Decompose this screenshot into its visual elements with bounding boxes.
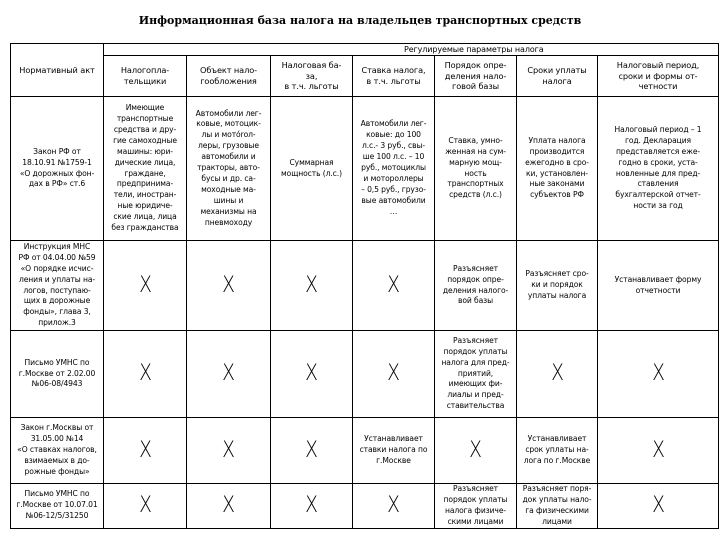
table-row [11, 484, 719, 529]
header-taxpayers: Налогопла- тельщики [104, 56, 187, 97]
parameter-cell: Устанавливает срок уплаты на- лога по г.Москве [517, 418, 598, 484]
not-applicable-cell [104, 484, 187, 529]
x-mark: X [305, 492, 318, 518]
not-applicable-cell [598, 331, 719, 418]
parameter-cell: Устанавливает форму отчетности [598, 241, 719, 331]
not-applicable-cell [271, 241, 353, 331]
not-applicable-cell [598, 418, 719, 484]
x-mark: X [138, 437, 152, 463]
x-mark: X [305, 437, 318, 463]
header-tax-rate: Ставка налога, в т.ч. льготы [353, 56, 435, 97]
not-applicable-cell [598, 484, 719, 529]
x-mark: X [387, 272, 400, 298]
normative-act-cell: Письмо УМНС по г.Москве от 2.02.00 №06-08/4943 [11, 331, 104, 418]
parameter-cell: Уплата налога производится ежегодно в сро- ки, установлен- ные законами субъектов РФ [517, 97, 598, 241]
not-applicable-cell [187, 331, 271, 418]
not-applicable-cell [517, 331, 598, 418]
not-applicable-cell [353, 331, 435, 418]
not-applicable-cell [187, 418, 271, 484]
x-mark: X [305, 272, 318, 298]
x-mark: X [305, 361, 318, 386]
not-applicable-cell [271, 331, 353, 418]
parameter-cell: Устанавливает ставки налога по г.Москве [353, 418, 435, 484]
parameter-cell: Разъясняет порядок уплаты налога физиче- скими лицами [435, 484, 517, 529]
parameter-cell: Суммарная мощность (л.с.) [271, 97, 353, 241]
parameter-cell: Разъясняет порядок уплаты налога для пред- приятий, имеющих фи- лиалы и пред- ставительства [435, 331, 517, 418]
x-mark: X [651, 437, 665, 463]
x-mark: X [138, 272, 152, 298]
parameter-cell: Разъясняет поря- док уплаты нало- га физическими лицами [517, 484, 598, 529]
normative-act-cell: Письмо УМНС по г.Москве от 10.07.01 №06-12/5/31250 [11, 484, 104, 529]
table-row [11, 97, 719, 241]
x-mark: X [651, 492, 665, 518]
not-applicable-cell [353, 241, 435, 331]
not-applicable-cell [271, 418, 353, 484]
parameter-cell: Разъясняет порядок опре- деления налого- вой базы [435, 241, 517, 331]
document-title: Информационная база налога на владельцев транспортных средств [138, 14, 582, 27]
x-mark: X [651, 361, 665, 386]
parameter-cell: Налоговый период – 1 год. Декларация представляется еже- годно в сроки, уста- новленные для пред- ставления бухгалтерской отчет- ности за год [598, 97, 719, 241]
x-mark: X [138, 492, 152, 518]
header-reporting-period: Налоговый период, сроки и формы от- четности [598, 56, 719, 97]
header-normative-act: Нормативный акт [11, 44, 104, 97]
x-mark: X [222, 361, 235, 386]
header-base-determination: Порядок опре- деления нало- говой базы [435, 56, 517, 97]
x-mark: X [469, 437, 482, 463]
parameter-cell: Разъясняет сро- ки и порядок уплаты налога [517, 241, 598, 331]
header-tax-base: Налоговая ба- за, в т.ч. льготы [271, 56, 353, 97]
parameter-cell: Автомобили лег- ковые, мотоцик- лы и мотórол- леры, грузовые автомобили и тракторы, авто- бусы и др. са- моходные ма- шины и механизмы на пневмоходу [187, 97, 271, 241]
x-mark: X [387, 492, 400, 518]
x-mark: X [138, 361, 152, 386]
header-tax-object: Объект нало- гообложения [187, 56, 271, 97]
not-applicable-cell [104, 331, 187, 418]
table-row [11, 241, 719, 331]
header-payment-terms: Сроки уплаты налога [517, 56, 598, 97]
not-applicable-cell [104, 418, 187, 484]
not-applicable-cell [353, 484, 435, 529]
parameter-cell: Ставка, умно- женная на сум- марную мощ- ность транспортных средств (л.с.) [435, 97, 517, 241]
normative-act-cell: Закон г.Москвы от 31.05.00 №14 «О ставках налогов, взимаемых в до- рожные фонды» [11, 418, 104, 484]
not-applicable-cell [187, 241, 271, 331]
x-mark: X [222, 437, 235, 463]
not-applicable-cell [187, 484, 271, 529]
table-row [11, 418, 719, 484]
x-mark: X [222, 272, 235, 298]
x-mark: X [222, 492, 235, 518]
normative-act-cell: Закон РФ от 18.10.91 №1759-1 «О дорожных фон- дах в РФ» ст.6 [11, 97, 104, 241]
normative-act-cell: Инструкция МНС РФ от 04.04.00 №59 «О порядке исчис- ления и уплаты на- логов, поступаю- щих в дорожные фонды», глава 3, прилож.3 [11, 241, 104, 331]
table-row [11, 331, 719, 418]
header-regulated-parameters: Регулируемые параметры налога [104, 44, 719, 56]
parameter-cell: Имеющие транспортные средства и дру- гие самоходные машины: юри- дические лица, граждане, предпринима- тели, иностран- ные юридиче- ские лица, лица без гражданства [104, 97, 187, 241]
parameter-cell: Автомобили лег- ковые: до 100 л.с.- 3 руб., свы- ше 100 л.с. – 10 руб., мотоциклы и мотороллеры – 0,5 руб., грузо- вые автомобили … [353, 97, 435, 241]
not-applicable-cell [271, 484, 353, 529]
x-mark: X [387, 361, 400, 386]
not-applicable-cell [435, 418, 517, 484]
tax-info-table [10, 43, 719, 529]
x-mark: X [550, 361, 564, 386]
not-applicable-cell [104, 241, 187, 331]
